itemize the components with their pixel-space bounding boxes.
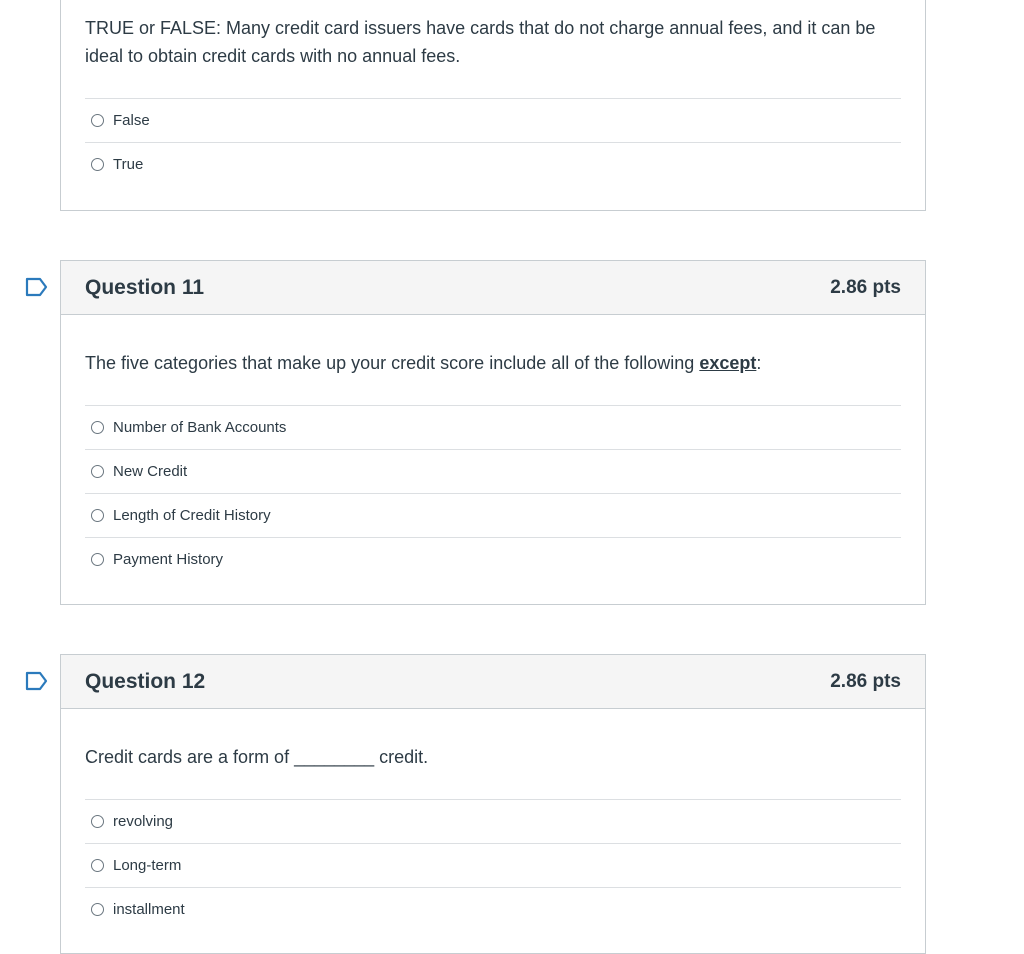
answer-label: Number of Bank Accounts [113,419,287,436]
answer-option[interactable] [85,449,901,493]
answer-label: Payment History [113,551,224,568]
answer-option[interactable] [85,799,901,843]
radio-icon[interactable] [91,421,104,434]
question-text-part: The five categories that make up your credit score include all of the following [85,353,700,373]
question-header [61,655,925,709]
radio-icon[interactable] [91,903,104,916]
question-12-card [60,654,926,954]
question-12-text: Credit cards are a form of ________ credit. [85,747,429,767]
question-header [61,261,925,315]
question-points: 2.86 pts [830,276,901,298]
question-11-text [85,349,901,377]
answer-option[interactable] [85,537,901,581]
radio-icon[interactable] [91,158,104,171]
question-11-answers [85,405,901,581]
answer-option[interactable] [85,887,901,931]
radio-icon[interactable] [91,509,104,522]
radio-icon[interactable] [91,859,104,872]
answer-option[interactable] [85,493,901,537]
question-10-card [60,0,926,211]
radio-icon[interactable] [91,553,104,566]
answer-option[interactable] [85,142,901,186]
answer-label: False [113,112,150,129]
question-points: 2.86 pts [830,670,901,692]
radio-icon[interactable] [91,465,104,478]
radio-icon[interactable] [91,114,104,127]
answer-label: Long-term [113,857,182,874]
flag-icon[interactable] [25,671,49,691]
answer-option[interactable] [85,843,901,887]
radio-icon[interactable] [91,815,104,828]
question-text-part: : [756,353,762,373]
question-10-answers [85,98,901,186]
answer-option[interactable] [85,98,901,142]
emphasis-text: except [699,353,757,373]
answer-label: True [113,156,144,173]
question-10-text: TRUE or FALSE: Many credit card issuers have cards that do not charge annual fees, and it can be ideal to obtain credit cards with no annual fees. [85,18,876,66]
answer-option[interactable] [85,405,901,449]
answer-label: Length of Credit History [113,507,271,524]
question-title: Question 12 [85,669,206,693]
question-title: Question 11 [85,275,205,299]
answer-label: installment [113,901,185,918]
answer-label: New Credit [113,463,188,480]
question-12-answers [85,799,901,931]
question-11-card [60,260,926,605]
answer-label: revolving [113,813,174,830]
flag-icon[interactable] [25,277,49,297]
